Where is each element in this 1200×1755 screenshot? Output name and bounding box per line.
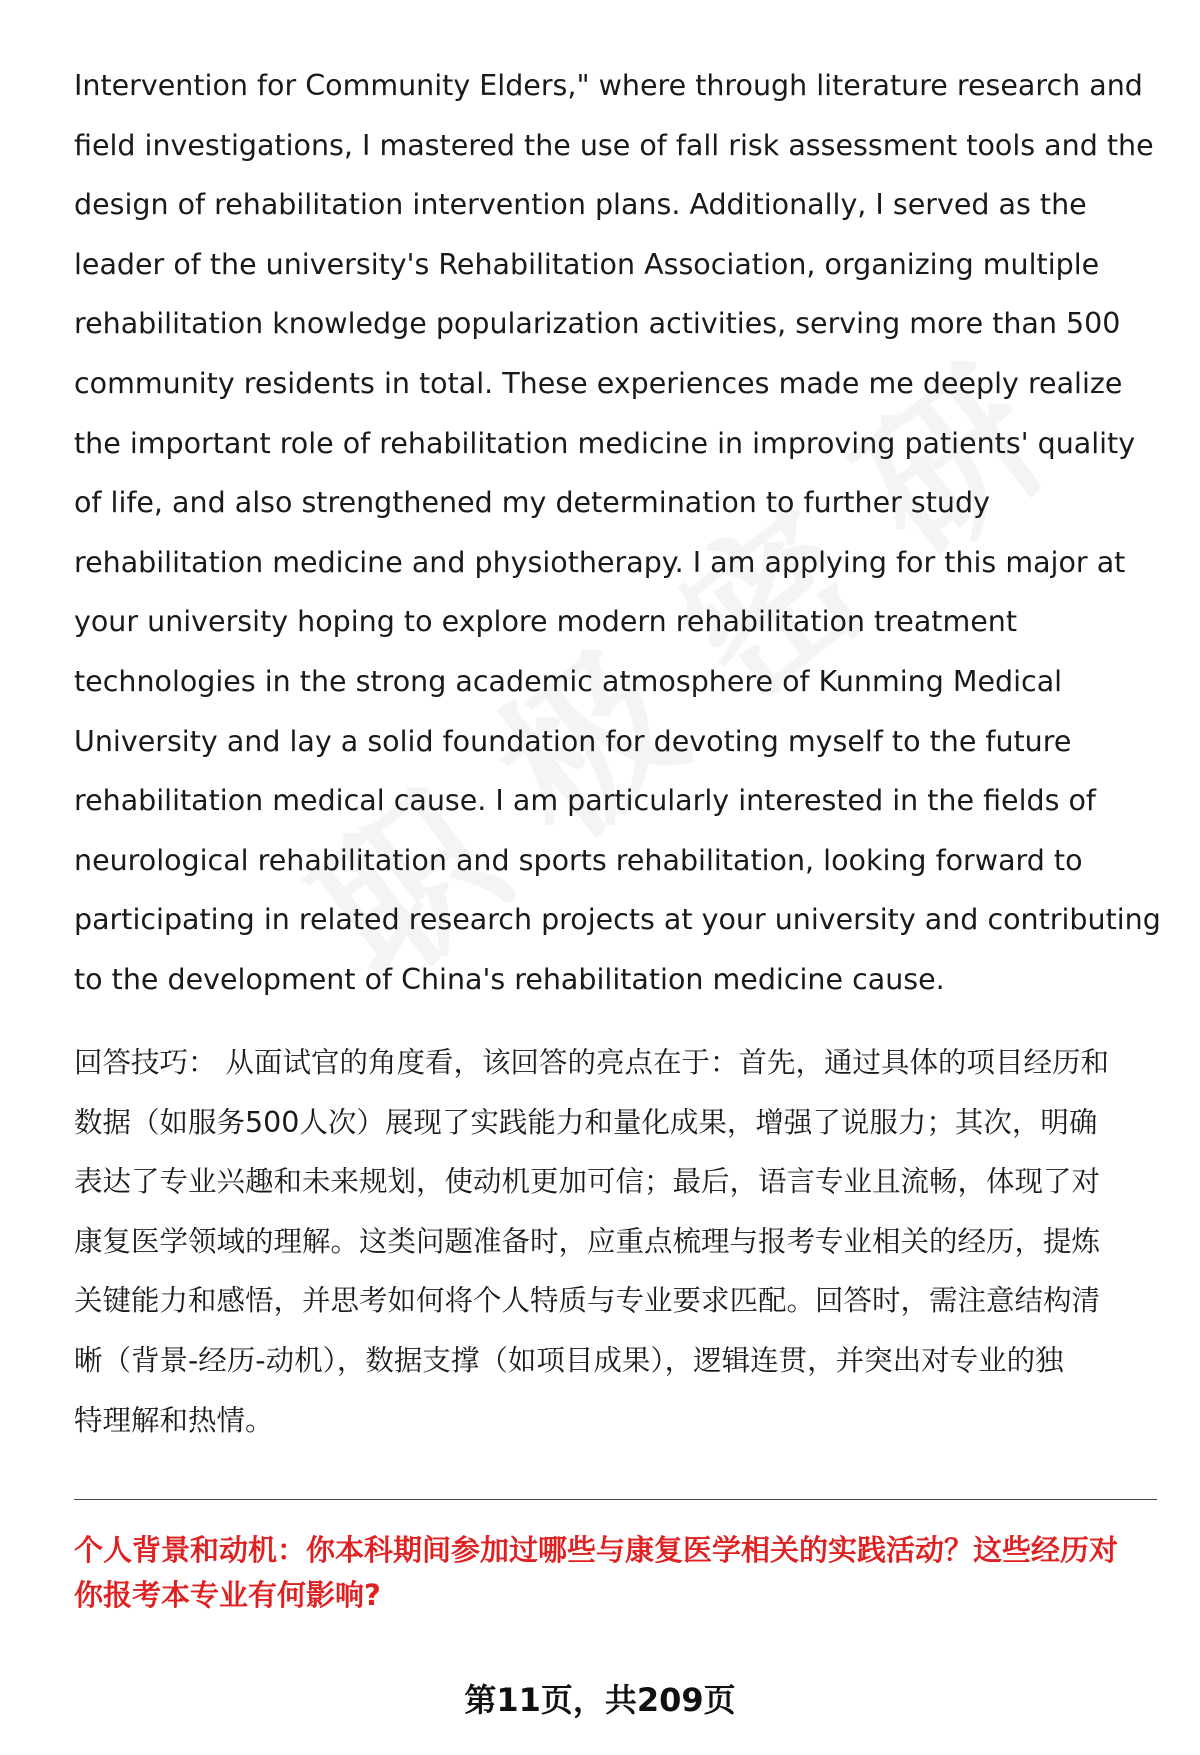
answer-line: the important role of rehabilitation medicine in improving patients' quality — [74, 426, 1136, 460]
tips-line: 晰（背景-经历-动机），数据支撑（如项目成果），逻辑连贯，并突出对专业的独 — [74, 1343, 1064, 1377]
tips-line: 关键能力和感悟，并思考如何将个人特质与专业要求匹配。回答时，需注意结构清 — [74, 1284, 1101, 1318]
tips-line: 数据（如服务500人次）展现了实践能力和量化成果，增强了说服力；其次，明确 — [74, 1105, 1098, 1139]
question-heading — [74, 1528, 1160, 1618]
answer-line: technologies in the strong academic atmosphere of Kunming Medical — [74, 664, 1063, 698]
answer-line: leader of the university's Rehabilitation Association, organizing multiple — [74, 247, 1100, 281]
tips-line: 回答技巧： 从面试官的角度看，该回答的亮点在于：首先，通过具体的项目经历和 — [74, 1046, 1110, 1079]
page-number: 第11页，共209页 — [464, 1681, 736, 1719]
answer-line: participating in related research projects at your university and contributing — [74, 903, 1161, 937]
answer-line: of life, and also strengthened my determination to further study — [74, 486, 990, 520]
answer-line: rehabilitation knowledge popularization activities, serving more than 500 — [74, 307, 1121, 341]
answer-tips-paragraph — [74, 1033, 1160, 1450]
tips-line: 康复医学领域的理解。这类问题准备时，应重点梳理与报考专业相关的经历，提炼 — [74, 1224, 1101, 1258]
answer-line: rehabilitation medicine and physiotherapy. I am applying for this major at — [74, 545, 1126, 579]
answer-paragraph — [74, 56, 1174, 1010]
answer-line: University and lay a solid foundation for devoting myself to the future — [74, 724, 1072, 758]
answer-line: Intervention for Community Elders," where through literature research and — [74, 69, 1143, 102]
tips-line: 表达了专业兴趣和未来规划，使动机更加可信；最后，语言专业且流畅，体现了对 — [74, 1165, 1101, 1199]
question-line: 个人背景和动机：你本科期间参加过哪些与康复医学相关的实践活动？这些经历对 — [74, 1533, 1119, 1567]
tips-line: 特理解和热情。 — [74, 1403, 274, 1437]
answer-line: to the development of China's rehabilitation medicine cause. — [74, 962, 945, 996]
answer-line: design of rehabilitation intervention plans. Additionally, I served as the — [74, 188, 1087, 222]
question-line: 你报考本专业有何影响? — [74, 1578, 381, 1612]
section-divider — [74, 1499, 1157, 1500]
answer-line: rehabilitation medical cause. I am particularly interested in the fields of — [74, 784, 1096, 818]
answer-line: your university hoping to explore modern rehabilitation treatment — [74, 605, 1018, 639]
answer-line: neurological rehabilitation and sports rehabilitation, looking forward to — [74, 843, 1083, 877]
answer-line: community residents in total. These experiences made me deeply realize — [74, 366, 1123, 400]
answer-line: field investigations, I mastered the use of fall risk assessment tools and the — [74, 128, 1154, 162]
